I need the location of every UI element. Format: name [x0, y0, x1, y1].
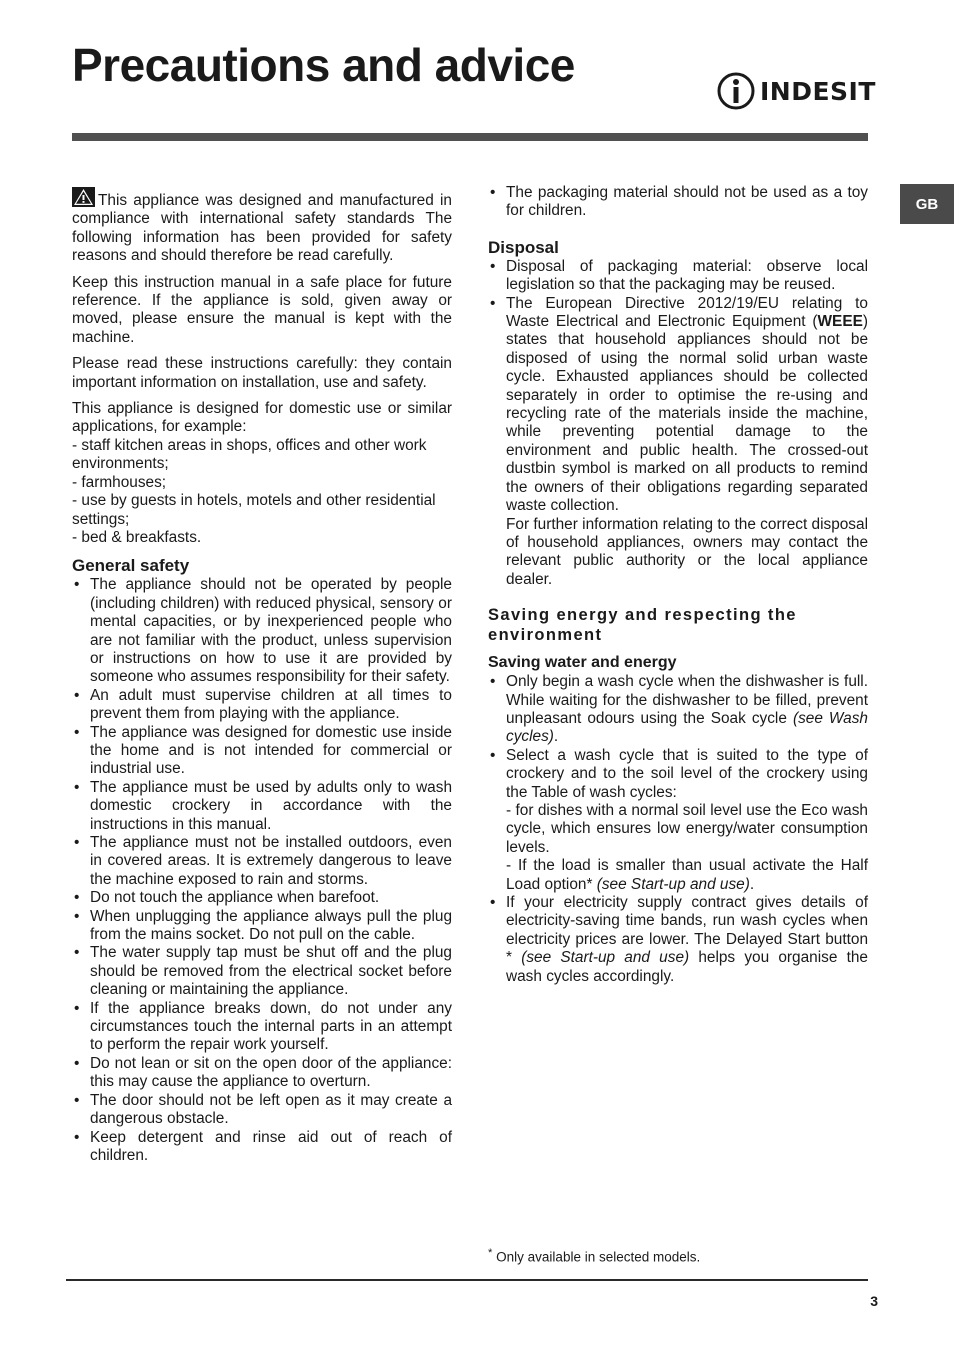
list-item: • An adult must supervise children at all times to prevent them from playing with the appliance.: [72, 687, 452, 724]
energy-item-text: Select a wash cycle that is suited to the type of crockery and to the soil level of the crockery using the Table of wash cycles:: [506, 746, 868, 801]
footer-divider: [66, 1279, 868, 1281]
energy-item-end: .: [553, 728, 559, 746]
disposal-further-info: For further information relating to the correct disposal of household appliances, owners may contact the relevant public authority or the local appliance dealer.: [506, 515, 868, 588]
read-instructions-paragraph: Please read these instructions carefully: they contain important information on installation, use and safety.: [72, 355, 452, 391]
list-item: • Do not touch the appliance when barefoot.: [72, 889, 452, 907]
disposal-heading: Disposal: [488, 237, 559, 257]
list-item: • The appliance should not be operated by people (including children) with reduced physical, sensory or mental capacities, or by inexperienced people who are not familiar with the product, unless supervision or instructions on how to use it are provided by someone who assumes responsibility for their safety.: [72, 576, 452, 686]
energy-list: [488, 673, 868, 986]
page-title: Precautions and advice: [72, 39, 575, 91]
intended-use-line: This appliance is designed for domestic use or similar applications, for example:: [72, 400, 452, 436]
energy-subitem: [506, 857, 868, 894]
weee-acronym: WEEE: [817, 313, 863, 331]
list-item: • The appliance must not be installed outdoors, even in covered areas. It is extremely dangerous to leave the machine exposed to rain and storms.: [72, 834, 452, 889]
packaging-list: [488, 184, 868, 221]
energy-item-end: .: [749, 875, 755, 893]
list-item: [488, 894, 868, 986]
list-item: [488, 747, 868, 894]
energy-item-reference: (see Wash cycles): [506, 709, 868, 746]
energy-item-text: Only begin a wash cycle when the dishwasher is full. While waiting for the dishwasher to be filled, prevent unpleasant odours using the Soak cycle: [506, 673, 868, 727]
list-item: [488, 673, 868, 747]
brand-name: INDESIT: [760, 76, 876, 106]
intended-use-line: - farmhouses;: [72, 473, 167, 491]
energy-item-reference: (see Start-up and use): [521, 949, 690, 967]
intended-use-line: - bed & breakfasts.: [72, 528, 202, 546]
list-item: • When unplugging the appliance always pull the plug from the mains socket. Do not pull on the cable.: [72, 908, 452, 945]
warning-icon: [72, 187, 95, 207]
language-tab: GB: [900, 184, 954, 224]
intro-paragraph: [72, 187, 452, 266]
list-item: • If the appliance breaks down, do not under any circumstances touch the internal parts in an attempt to perform the repair work yourself.: [72, 1000, 452, 1055]
list-item: • The door should not be left open as it may create a dangerous obstacle.: [72, 1092, 452, 1129]
energy-item-text: If your electricity supply contract gives details of electricity-saving time bands, run wash cycles when electricity prices are lower. The Delayed Start button *: [506, 894, 868, 967]
weee-text-start: The European Directive 2012/19/EU relating to Waste Electrical and Electronic Equipment (: [506, 294, 868, 331]
intended-use-line: - staff kitchen areas in shops, offices and other work environments;: [72, 436, 427, 473]
right-column: [488, 184, 868, 986]
brand-logo: [716, 70, 876, 112]
energy-subitem-text: - If the load is smaller than usual activate the Half Load option*: [506, 857, 868, 893]
list-item: • The packaging material should not be used as a toy for children.: [488, 184, 868, 221]
header-divider: [72, 133, 868, 141]
energy-item-reference: (see Start-up and use): [596, 875, 750, 893]
energy-heading: Saving energy and respecting the environment: [488, 606, 797, 645]
footnote-text: Only available in selected models.: [496, 1249, 701, 1265]
left-column: [72, 187, 452, 1165]
list-item: • The appliance must be used by adults only to wash domestic crockery in accordance with the instructions in this manual.: [72, 779, 452, 834]
footnote: [488, 1247, 700, 1265]
page-number: 3: [870, 1293, 878, 1309]
list-item: • Do not lean or sit on the open door of the appliance: this may cause the appliance to overturn.: [72, 1055, 452, 1092]
general-safety-list: [72, 576, 452, 1165]
footnote-star: *: [488, 1247, 493, 1259]
intended-use-line: - use by guests in hotels, motels and other residential settings;: [72, 492, 436, 528]
manual-paragraph: Keep this instruction manual in a safe place for future reference. If the appliance is sold, given away or moved, please ensure the manual is kept with the machine.: [72, 273, 452, 346]
list-item: [488, 295, 868, 590]
indesit-info-icon: [716, 71, 756, 111]
list-item: • Disposal of packaging material: observe local legislation so that the packaging may be reused.: [488, 258, 868, 295]
list-item: • The water supply tap must be shut off and the plug should be removed from the electrical socket before cleaning or maintaining the appliance.: [72, 944, 452, 999]
energy-subitem: - for dishes with a normal soil level use the Eco wash cycle, which ensures low energy/water consumption levels.: [506, 801, 868, 856]
list-item: • Keep detergent and rinse aid out of reach of children.: [72, 1129, 452, 1166]
saving-water-heading: Saving water and energy: [488, 654, 677, 672]
list-item: • The appliance was designed for domestic use inside the home and is not intended for commercial or industrial use.: [72, 724, 452, 779]
intended-use-paragraph: [72, 400, 452, 547]
intro-text: This appliance was designed and manufactured in compliance with international safety standards The following information has been provided for safety reasons and should therefore be read carefully.: [72, 192, 452, 265]
disposal-list: [488, 258, 868, 589]
weee-text-end: ) states that household appliances should not be disposed of using the normal solid urban waste cycle. Exhausted appliances should be collected separately in order to optimise the re-using and recycling rate of the materials inside the machine, while preventing potential damage to the environment and public health. The crossed-out dustbin symbol is marked on all products to remind the owners of their obligations regarding separated waste collection.: [506, 313, 868, 515]
general-safety-heading: General safety: [72, 556, 190, 576]
energy-item-end: helps you organise the wash cycles accordingly.: [506, 949, 868, 985]
